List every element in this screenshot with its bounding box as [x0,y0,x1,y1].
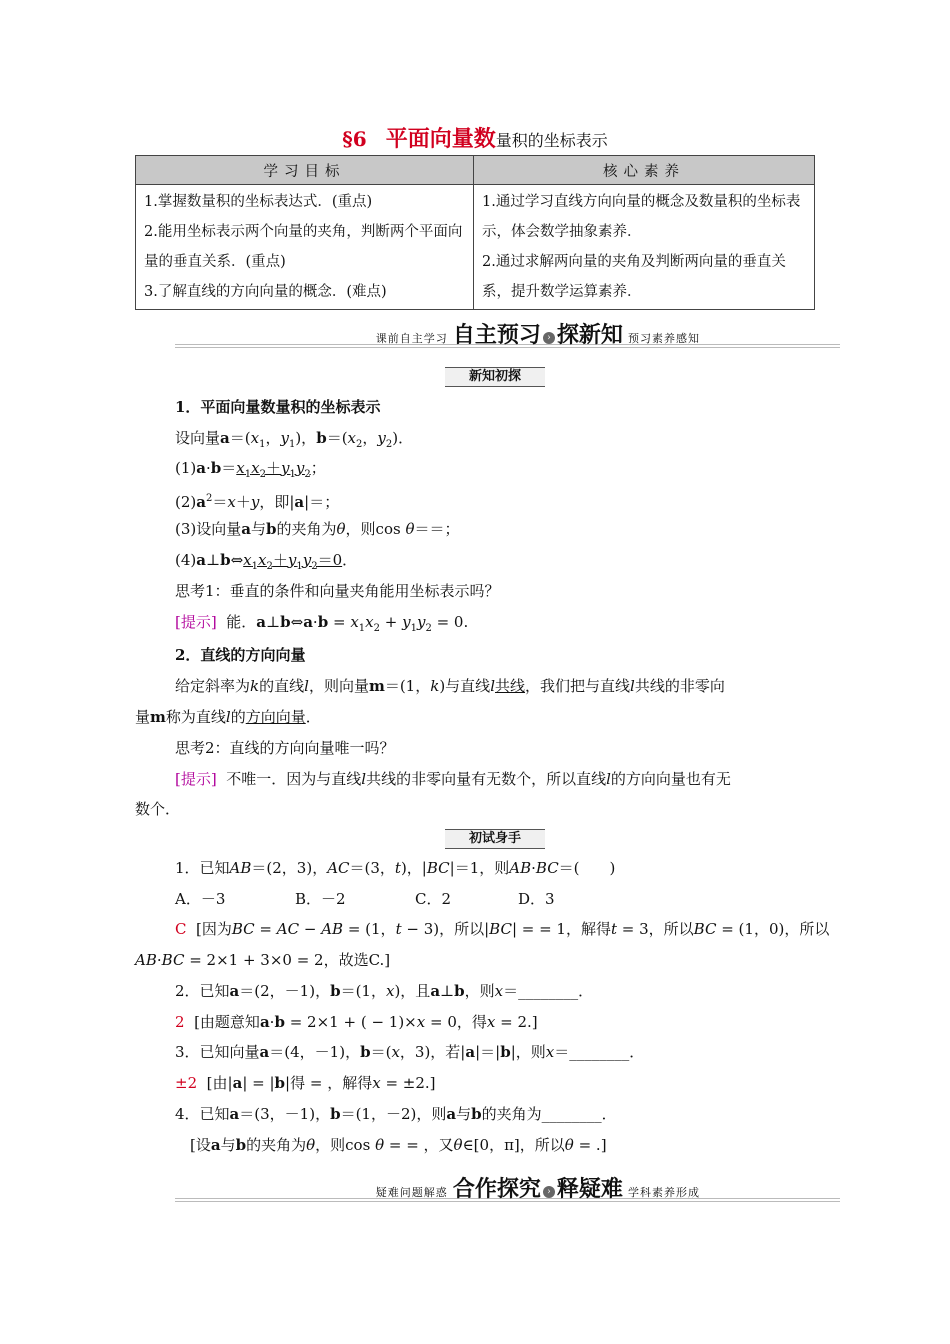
arrow-icon: › [543,1186,555,1198]
title-main: 平面向量数 [385,126,496,152]
literacy-item: 2.通过求解两向量的夹角及判断两向量的垂直关系，提升数学运算素养． [482,254,786,300]
subsection-tag-try: 初试身手 [445,829,545,849]
formula-magnitude: $(2)a^2=x+y$，即|a|＝； [175,493,340,511]
table-header-goals: 学习目标 [136,156,474,185]
heading-coordinate-dot-product: 1．平面向量数量积的坐标表示 [175,398,381,416]
literacy-item: 1.通过学习直线方向向量的概念及数量积的坐标表示，体会数学抽象素养． [482,194,801,240]
banner-left-text: 课前自主学习 [375,332,448,345]
exercise-2: 2．已知a＝(2，－1)，b＝(1，x)，且a⊥b，则x＝________． [175,982,594,1000]
goal-item: 3.了解直线的方向向量的概念．(难点) [144,284,387,300]
banner-right-text: 学科素养形成 [628,1186,700,1199]
banner-main-2: 释疑难 [556,1177,623,1202]
table-header-literacy: 核心素养 [474,156,815,185]
option-b: B．－2 [295,890,346,908]
banner-main-1: 合作探究 [452,1177,541,1202]
hint-2-line-2: 数个． [135,800,181,818]
option-a: A．－3 [175,890,226,908]
hint-2-line-1: [提示] 不唯一．因为与直线l共线的非零向量有无数个，所以直线l的方向向量也有无 [175,770,731,788]
banner-right-text: 预习素养感知 [628,332,700,345]
section-number: §6 [342,127,367,151]
goals-cell [136,185,474,310]
banner-main-2: 探新知 [556,323,623,348]
goal-item: 2.能用坐标表示两个向量的夹角，判断两个平面向量的垂直关系．(重点) [144,224,463,270]
page-title [0,122,950,153]
formula-perpendicular: $(4)a\perp b\Leftrightarrow x_1x_2+y_1y_2=0$． [175,551,358,572]
exercise-1: 1．已知AB＝(2，3)，AC＝(3，t)，|BC|＝1，则AB·BC＝( ) [175,859,616,877]
goal-item: 1.掌握数量积的坐标表达式．(重点) [144,194,373,210]
answer-1-line-2: AB·BC = 2×1 + 3×0 = 2，故选C.] [135,951,391,969]
goals-table [135,155,815,310]
hint-1: [提示] 能．a⊥b⇔a·b = $x_1x_2 + y_1y_2 = 0$. [175,613,469,634]
section-banner-preview [175,318,840,348]
answer-3: ±2 [由|a| = |b|得 = ，解得x = ±2.] [175,1074,436,1092]
banner-left-text: 疑难问题解惑 [375,1186,448,1199]
direction-vector-def-1: 给定斜率为k的直线l，则向量m＝(1，k)与直线l共线，我们把与直线l共线的非零向 [175,677,725,695]
exercise-4: 4．已知a＝(3，－1)，b＝(1，－2)，则a与b的夹角为________． [175,1105,617,1123]
exercise-3: 3．已知向量a＝(4，－1)，b＝(x，3)，若|a|＝|b|，则x＝________． [175,1043,645,1061]
banner-main-1: 自主预习 [452,323,541,348]
answer-2: 2 [由题意知a·b = 2×1 + ( − 1)×x = 0，得x = 2.] [175,1013,538,1031]
title-sub: 量积的坐标表示 [495,131,608,150]
literacy-cell [474,185,815,310]
direction-vector-def-2: 量m称为直线l的方向向量． [135,708,321,726]
option-d: D．3 [518,890,555,908]
thinking-question-2: 思考2：直线的方向向量唯一吗？ [175,739,395,757]
formula-angle: (3)设向量a与b的夹角为θ，则cos θ＝＝； [175,520,460,538]
formula-dot-product: $(1)a\cdot b=x_1x_2+y_1y_2$； [175,459,326,480]
arrow-icon: › [543,332,555,344]
answer-4: [设a与b的夹角为θ，则cos θ = = ，又θ∈[0，π]，所以θ = .] [190,1136,607,1154]
exercise-1-options [175,888,555,910]
thinking-question-1: 思考1：垂直的条件和向量夹角能用坐标表示吗？ [175,582,500,600]
heading-direction-vector: 2．直线的方向向量 [175,646,306,664]
definition-intro: 设向量$a=(x_1$，$y_1$)，$b=(x_2$，$y_2$)． [175,429,414,450]
subsection-tag-new-knowledge: 新知初探 [445,367,545,387]
section-banner-inquiry [175,1172,840,1202]
option-c: C．2 [415,890,452,908]
answer-1-line-1: C [因为BC = AC − AB = (1，t − 3)，所以|BC| = = 1，解得t = 3，所以BC = (1，0)，所以 [175,920,830,938]
